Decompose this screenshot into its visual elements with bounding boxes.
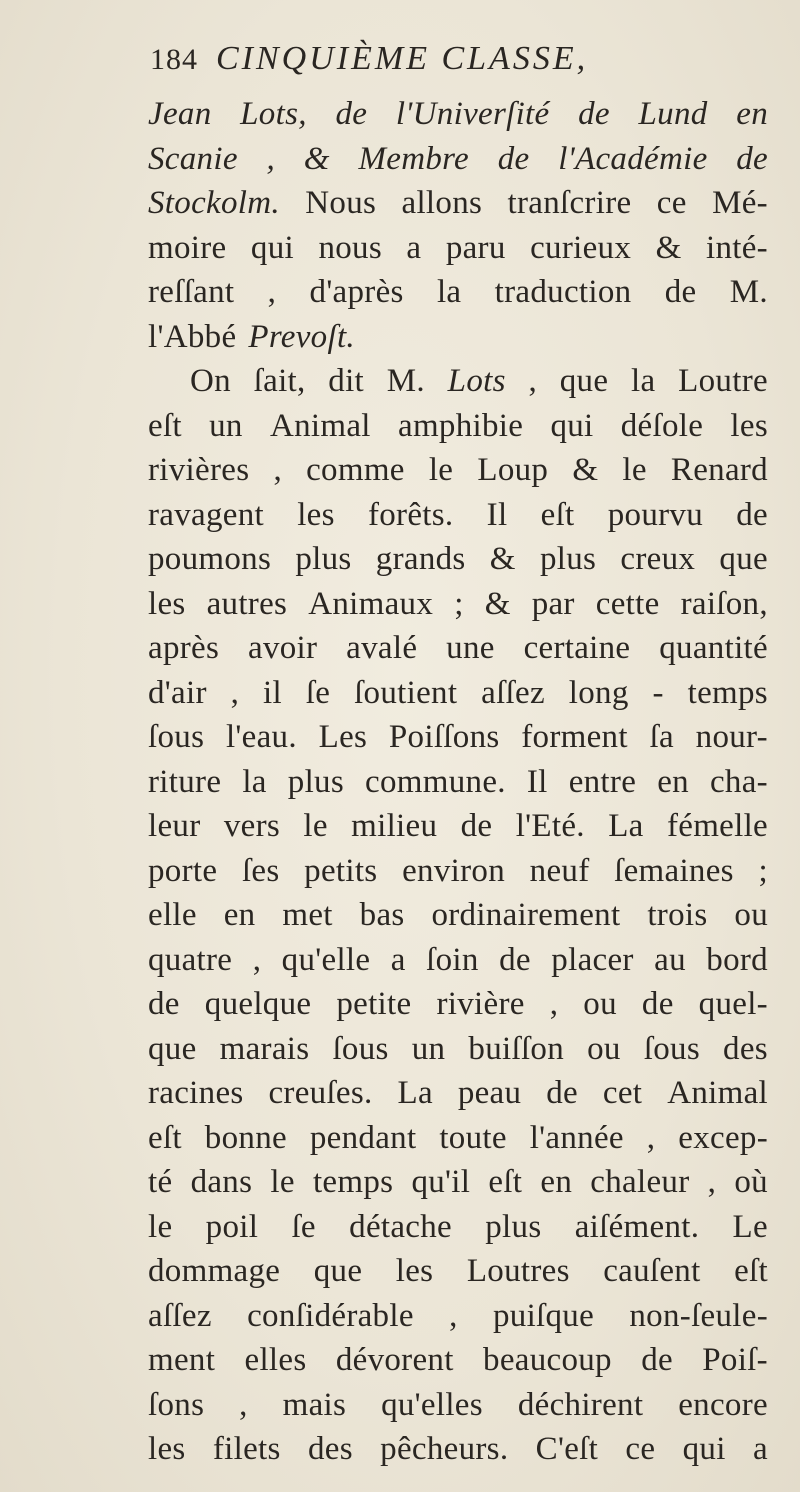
word: , [707, 1164, 717, 1200]
word: Il [526, 763, 548, 800]
word: de [641, 986, 674, 1022]
word: quatre [148, 941, 233, 978]
word: vers [223, 808, 281, 844]
text-line [148, 626, 768, 671]
word: cette [595, 585, 660, 622]
word: poumons [148, 541, 272, 577]
word: , [230, 674, 240, 711]
word: elle [148, 897, 197, 933]
word: Prevoſt. [248, 318, 355, 355]
word: La [397, 1075, 433, 1111]
word: ſes [241, 852, 280, 889]
word: ravagent [148, 496, 264, 533]
word: détache [349, 1208, 452, 1245]
word: avoir [248, 630, 318, 666]
word: qu'elles [381, 1386, 483, 1423]
word: Les [318, 719, 368, 755]
word: la [631, 363, 656, 399]
word: environ [402, 852, 505, 889]
word: , [239, 1386, 248, 1423]
word: ou [734, 897, 768, 933]
word: de [497, 140, 530, 177]
word: eſt [488, 1164, 523, 1200]
word: l'eau. [225, 719, 297, 755]
word: Loup [477, 452, 549, 488]
word: en [657, 763, 689, 800]
word: dans [190, 1164, 253, 1200]
word: trois [647, 897, 708, 933]
word: marais [219, 1030, 310, 1067]
text-line [148, 1071, 768, 1116]
word: l'Eté. [515, 808, 585, 844]
text-line [148, 493, 768, 538]
word: Animal [667, 1075, 768, 1111]
word: & [572, 452, 599, 488]
word: bas [359, 897, 405, 933]
word: que [559, 363, 609, 399]
word: Animal [269, 407, 371, 444]
text-line [148, 1027, 768, 1072]
word: tranſcrire [507, 185, 632, 221]
text-line [148, 270, 768, 315]
word: qui [550, 407, 594, 444]
word: ment [148, 1342, 216, 1378]
word: paru [445, 229, 506, 266]
word: avalé [346, 630, 418, 666]
page-header [150, 40, 750, 92]
word: les [297, 496, 335, 533]
word: de [546, 1075, 578, 1111]
word: creuſes. [268, 1075, 373, 1111]
word: leur [148, 808, 201, 844]
word: ſous [148, 719, 205, 755]
word: l'Univerſité [395, 96, 550, 132]
word: qui [682, 1431, 726, 1467]
word: Poiſ- [702, 1342, 768, 1378]
word: en [540, 1164, 573, 1200]
word: puiſque [492, 1297, 595, 1334]
word: milieu [351, 808, 438, 844]
word: de [148, 986, 180, 1022]
text-line [148, 1338, 768, 1383]
word: la [436, 274, 462, 310]
word: a [406, 229, 422, 266]
word: entre [568, 763, 637, 800]
word: d'air [148, 674, 207, 711]
word: par [531, 585, 575, 622]
word: pendant [309, 1119, 417, 1156]
text-line [148, 1427, 768, 1472]
word: aiſément. [574, 1208, 700, 1245]
word: aſſez [481, 674, 545, 711]
word: commune. [365, 763, 506, 800]
text-line [148, 92, 768, 137]
word: qu'elle [281, 941, 371, 978]
text-line [148, 893, 768, 938]
text-line [148, 537, 768, 582]
word: eſt [148, 407, 182, 444]
word: le [303, 808, 328, 844]
word: ſoutient [354, 674, 458, 711]
word: Le [732, 1208, 768, 1245]
word: ou [583, 986, 617, 1022]
word: dit [328, 363, 365, 399]
text-line [148, 582, 768, 627]
text-line [148, 1383, 768, 1428]
word: & [655, 229, 682, 266]
word: grands [375, 541, 466, 577]
word: eſt [148, 1119, 182, 1156]
text-line [148, 181, 768, 226]
word: ſoin [426, 941, 479, 978]
word: les [148, 1431, 186, 1467]
word: On [190, 363, 231, 399]
word: curieux [530, 229, 632, 266]
word: un [209, 407, 243, 444]
word: temps [312, 1164, 394, 1200]
word: au [654, 941, 686, 978]
word: racines [148, 1075, 244, 1111]
word: cauſent [603, 1253, 701, 1289]
word: mais [282, 1386, 347, 1423]
word: quantité [659, 630, 768, 666]
word: ſous [643, 1030, 700, 1067]
word: pêcheurs. [380, 1431, 509, 1467]
word: petite [336, 986, 412, 1022]
word: eſt [734, 1253, 768, 1289]
word: Lots, [240, 96, 307, 132]
word: Renard [670, 452, 768, 488]
body-text [148, 92, 768, 1472]
word: que [313, 1253, 363, 1289]
word: le [622, 452, 647, 488]
word: l'année [529, 1119, 624, 1156]
text-line [148, 404, 768, 449]
word: rivière [436, 986, 525, 1022]
word: après [148, 630, 220, 666]
word: ſa [649, 719, 674, 755]
word: plus [295, 541, 352, 577]
word: plus [287, 763, 344, 800]
word: poil [205, 1208, 259, 1245]
word: , [449, 1297, 458, 1334]
word: , [528, 363, 538, 399]
word: nour- [695, 719, 768, 755]
word: ſons [148, 1386, 205, 1423]
word: - [652, 674, 664, 711]
word: ; [454, 585, 464, 622]
word: ce [656, 185, 687, 221]
word: Loutre [678, 363, 768, 399]
word: Scanie [148, 140, 238, 177]
word: ; [758, 852, 768, 889]
text-line [148, 804, 768, 849]
word: d'après [309, 274, 404, 310]
word: de [578, 96, 610, 132]
word: plus [485, 1208, 542, 1245]
word: aſſez [148, 1297, 212, 1334]
word: ſe [305, 674, 331, 711]
text-line [148, 226, 768, 271]
word: peau [457, 1075, 522, 1111]
word: met [282, 897, 333, 933]
text-line [148, 760, 768, 805]
word: conſidérable [247, 1297, 414, 1334]
word: en [736, 96, 768, 132]
word: & [489, 541, 516, 577]
running-title: CINQUIÈME CLASSE, [216, 40, 589, 77]
word: Animaux [308, 585, 434, 622]
word: cet [602, 1075, 643, 1111]
word: de [641, 1342, 673, 1378]
word: excep- [678, 1119, 768, 1156]
word: pourvu [607, 496, 704, 533]
word: une [446, 630, 495, 666]
word: un [411, 1030, 446, 1067]
word: & [484, 585, 511, 622]
word: Mé- [712, 185, 768, 221]
word: ſous [332, 1030, 389, 1067]
word: certaine [523, 630, 631, 666]
word: le [148, 1208, 173, 1245]
word: Stockolm. [148, 185, 280, 221]
word: Lund [638, 96, 708, 132]
word: beaucoup [483, 1342, 612, 1378]
word: Membre [358, 140, 469, 177]
word: , [646, 1119, 656, 1156]
word: Nous [305, 185, 377, 221]
word: raiſon, [680, 585, 768, 622]
word: en [223, 897, 256, 933]
word: riture [148, 763, 222, 800]
word: rivières [148, 452, 250, 488]
word: fémelle [666, 808, 768, 844]
text-line [148, 1249, 768, 1294]
text-line [148, 982, 768, 1027]
word: Lots [447, 363, 506, 399]
word: creux [620, 541, 696, 577]
word: filets [212, 1431, 281, 1467]
word: Loutres [466, 1253, 570, 1289]
word: dévorent [335, 1342, 454, 1378]
word: Il [486, 496, 508, 533]
text-line [148, 315, 768, 360]
word: qui [250, 229, 294, 266]
word: , [266, 140, 276, 177]
word: il [263, 674, 282, 711]
word: autres [206, 585, 288, 622]
word: C'eſt [535, 1431, 599, 1467]
word: M. [386, 363, 425, 399]
word: placer [551, 941, 634, 978]
word: quel- [698, 986, 768, 1022]
word: de [499, 941, 531, 978]
word: & [303, 140, 330, 177]
word: les [730, 407, 768, 444]
word: Poiſſons [388, 719, 500, 755]
word: que [719, 541, 768, 577]
word: M. [729, 274, 768, 310]
word: , [273, 452, 283, 488]
word: toute [439, 1119, 507, 1156]
word: ordinairement [431, 897, 621, 933]
word: de [460, 808, 493, 844]
word: , [252, 941, 262, 978]
word: temps [687, 674, 768, 711]
word: ſemaines [614, 852, 734, 889]
word: buiſſon [468, 1030, 565, 1067]
word: elles [244, 1342, 307, 1378]
word: de [664, 274, 697, 310]
word: té [148, 1164, 173, 1200]
text-line [148, 1160, 768, 1205]
word: qu'il [411, 1164, 471, 1200]
word: bonne [204, 1119, 287, 1156]
word: La [608, 808, 644, 844]
word: de [335, 96, 368, 132]
word: encore [678, 1386, 768, 1423]
word: quelque [204, 986, 312, 1022]
word: forment [521, 719, 628, 755]
word: le [428, 452, 454, 488]
page-number: 184 [150, 43, 198, 76]
word: porte [148, 852, 218, 889]
word: l'Académie [558, 140, 708, 177]
text-line [148, 137, 768, 182]
text-line [148, 1205, 768, 1250]
word: , [549, 986, 559, 1022]
word: forêts. [367, 496, 454, 533]
word: non-ſeule- [629, 1297, 768, 1334]
text-line [148, 1116, 768, 1161]
word: chaleur [590, 1164, 690, 1200]
text-line [148, 715, 768, 760]
word: de [736, 496, 768, 533]
word: amphibie [398, 407, 524, 444]
word: ou [587, 1030, 621, 1067]
word: Jean [148, 96, 212, 132]
word: déſole [620, 407, 704, 444]
word: ſe [291, 1208, 316, 1245]
text-line [148, 1294, 768, 1339]
word: l'Abbé [148, 318, 237, 355]
word: ce [625, 1431, 656, 1467]
text-line [148, 849, 768, 894]
word: dommage [148, 1253, 281, 1289]
word: petits [304, 852, 378, 889]
word: des [307, 1431, 353, 1467]
word: bord [706, 941, 768, 978]
word: les [395, 1253, 434, 1289]
word: la [242, 763, 267, 800]
word: inté- [706, 229, 768, 266]
word: long [568, 674, 629, 711]
text-line [148, 359, 768, 404]
word: a [753, 1431, 768, 1467]
word: a [390, 941, 406, 978]
word: moire [148, 229, 227, 266]
word: nous [318, 229, 382, 266]
word: où [734, 1164, 768, 1200]
word: reſſant [148, 274, 235, 310]
word: de [736, 140, 768, 177]
word: des [723, 1030, 768, 1067]
word: allons [401, 185, 483, 221]
word: cha- [709, 763, 768, 800]
word: comme [306, 452, 405, 488]
word: les [148, 585, 186, 622]
word: plus [539, 541, 597, 577]
word: ſait, [253, 363, 306, 399]
text-line [148, 448, 768, 493]
text-line [148, 938, 768, 983]
word: que [148, 1030, 197, 1067]
word: déchirent [517, 1386, 644, 1423]
word: traduction [494, 274, 632, 310]
word: , [267, 274, 277, 310]
word: eſt [540, 496, 575, 533]
text-line [148, 671, 768, 716]
word: le [270, 1164, 295, 1200]
word: neuf [529, 852, 590, 889]
